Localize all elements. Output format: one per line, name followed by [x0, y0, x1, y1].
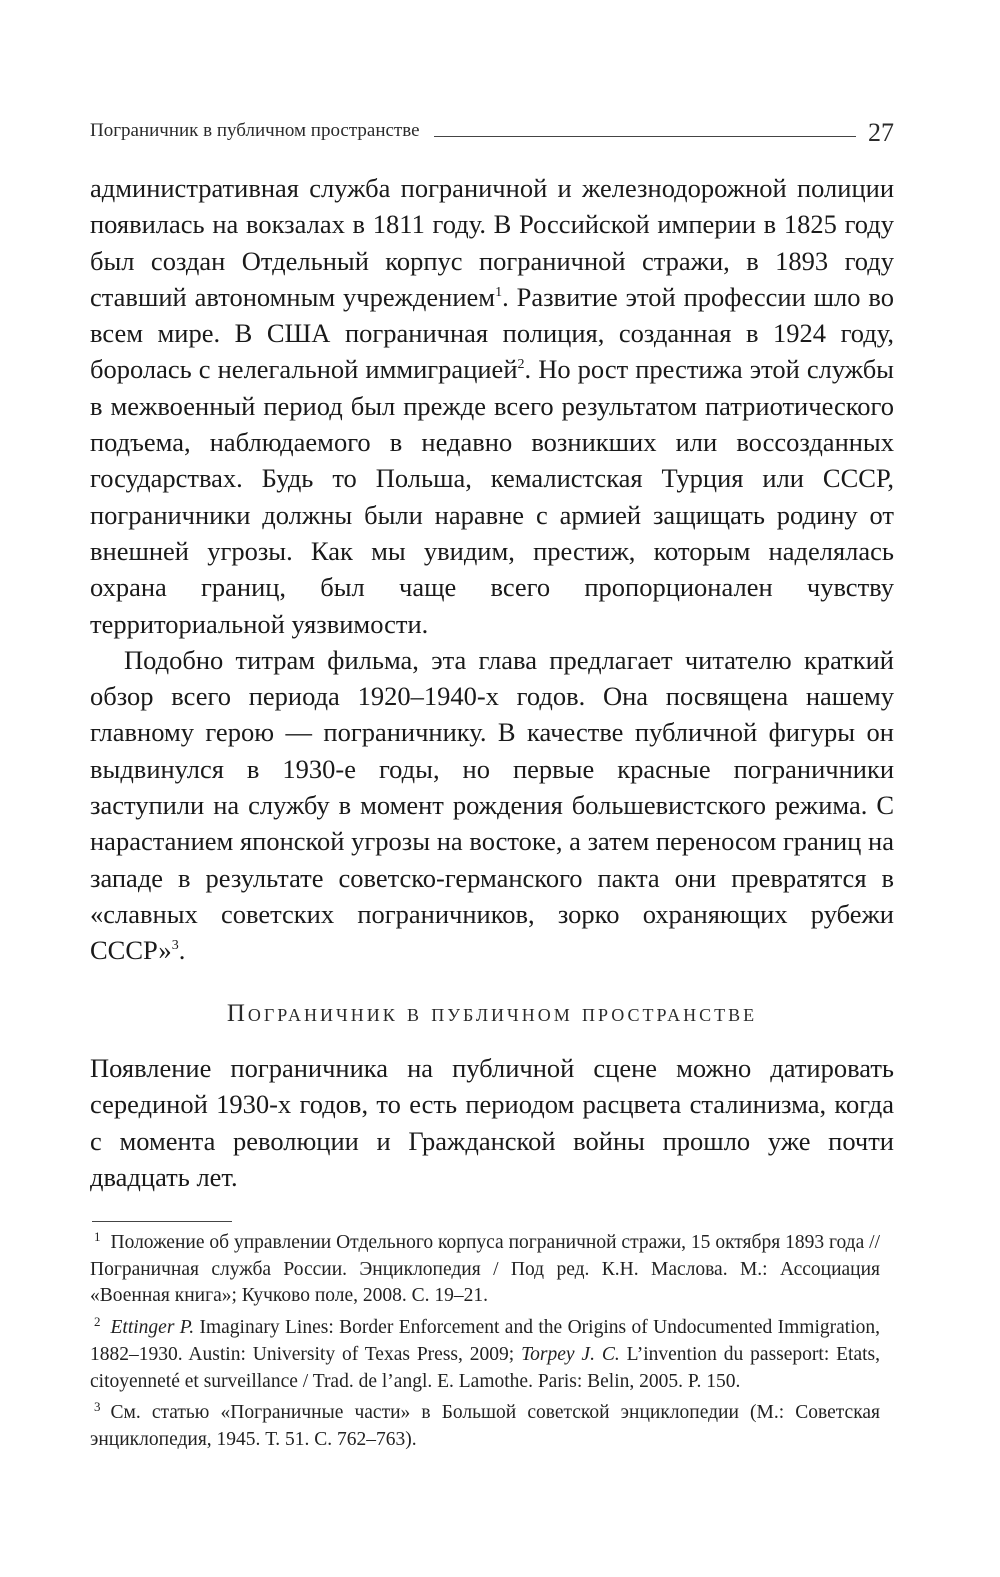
footnote-ref-2[interactable]: 2	[517, 357, 525, 373]
footnote-ref-3[interactable]: 3	[171, 938, 179, 954]
footnote-3-number: 3	[94, 1398, 101, 1414]
footnote-1-text: Положение об управлении Отдельного корпуса пограничной стражи, 15 октября 1893 года // Пограничная служба России. Энциклопедия / Под ред. К.Н. Маслова. М.: Ассоциация «Военная книга»; Кучково поле, 2008. С. 19–21.	[90, 1232, 880, 1307]
footnote-2-author-1: Ettinger P.	[110, 1317, 195, 1339]
section-text	[90, 1050, 894, 1195]
running-head-rule	[434, 136, 856, 137]
footnote-1-number: 1	[94, 1228, 101, 1244]
footnote-2-number: 2	[94, 1313, 101, 1329]
footnotes	[90, 1230, 880, 1459]
running-head-title: Пограничник в публичном пространстве	[90, 120, 420, 141]
footnote-2	[90, 1315, 880, 1395]
footnote-ref-1[interactable]: 1	[495, 285, 503, 301]
paragraph-1-part-b: . Развитие этой профессии шло во всем мире. В США пограничная полиция, созданная в 1924 году, боролась с нелегальной иммиграцией	[90, 281, 894, 385]
footnote-1	[90, 1230, 880, 1310]
footnote-2-text-2: L’invention du passeport: Etats, citoyenneté et surveillance / Trad. de l’angl. E. Lamothe. Paris: Belin, 2005. P. 150.	[90, 1343, 880, 1392]
footnote-3	[90, 1400, 880, 1453]
section-paragraph: Появление пограничника на публичной сцене можно датировать серединой 1930-х годов, то есть периодом расцвета сталинизма, когда с момента революции и Гражданской войны прошло уже почти двадцать лет.	[90, 1053, 894, 1192]
page-number: 27	[868, 118, 894, 147]
footnote-3-text: См. статью «Пограничные части» в Большой советской энциклопедии (М.: Советская энциклопедия, 1945. Т. 51. С. 762–763).	[90, 1402, 880, 1450]
paragraph-2-text: Подобно титрам фильма, эта глава предлагает читателю краткий обзор всего периода 1920–1940-х годов. Она посвящена нашему главному герою — пограничнику. В качестве публичной фигуры он выдвинулся в 1930-е годы, но первые красные пограничники заступили на службу в момент рождения большевистского режима. С нарастанием японской угрозы на востоке, а затем переносом границ на западе в результате советско-германского пакта они превратятся в «славных советских пограничников, зорко охраняющих рубежи СССР»	[90, 644, 894, 966]
paragraph-1-part-c: . Но рост престижа этой службы в межвоенный период был прежде всего результатом патриотического подъема, наблюдаемого в недавно возникших или воссозданных государствах. Будь то Польша, кемалистская Турция или СССР, пограничники должны были наравне с армией защищать родину от внешней угрозы. Как мы увидим, престиж, которым наделялась охрана границ, был чаще всего пропорционален чувству территориальной уязвимости.	[90, 354, 894, 639]
paragraph-2-end: .	[178, 935, 186, 966]
paragraph-1	[90, 170, 894, 642]
main-text	[90, 170, 894, 969]
paragraph-2	[90, 642, 894, 969]
paragraph-1-part-a: административная служба пограничной и железнодорожной полиции появилась на вокзалах в 1811 году. В Российской империи в 1825 году был создан Отдельный корпус пограничной стражи, в 1893 году ставший автономным учреждением	[90, 173, 894, 312]
footnote-2-text-1: Imaginary Lines: Border Enforcement and the Origins of Undocumented Immigration, 1882–1930. Austin: University of Texas Press, 2009;	[90, 1317, 881, 1365]
section-heading: Пограничник в публичном пространстве	[226, 1000, 758, 1027]
footnote-2-author-2: Torpey J. C.	[521, 1343, 620, 1365]
footnote-separator	[92, 1221, 232, 1222]
running-head	[90, 112, 894, 146]
